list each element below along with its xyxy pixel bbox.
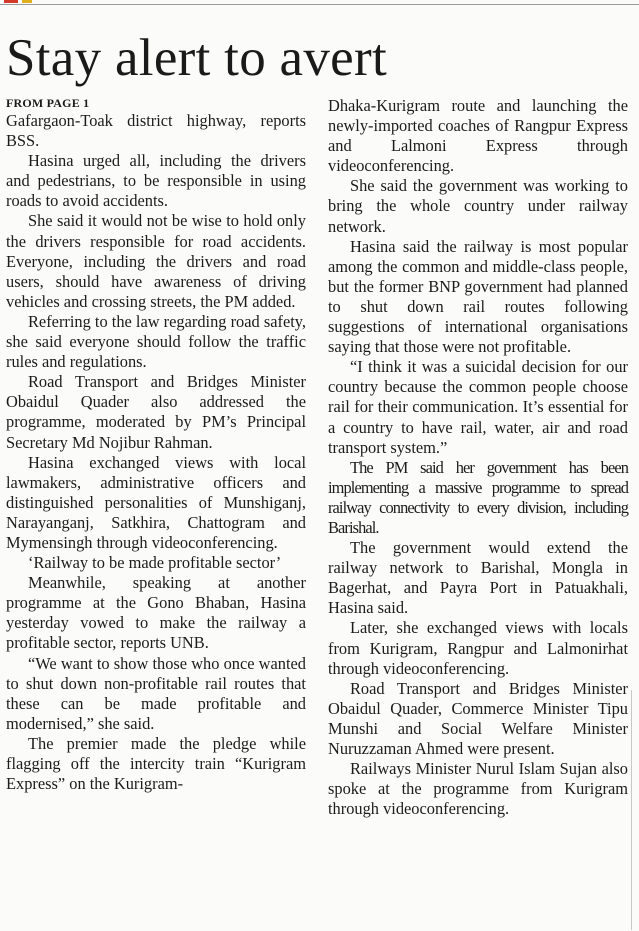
paragraph: She said it would not be wise to hold only the drivers responsible for road accidents. Everyone, including the drivers and road users, should have awareness of driving vehicles and crossing streets, the PM added. <box>6 211 306 311</box>
paragraph: Hasina urged all, including the drivers and pedestrians, to be responsible in using roads to avoid accidents. <box>6 151 306 211</box>
paragraph: Railways Minister Nurul Islam Sujan also spoke at the programme from Kurigram through videoconferencing. <box>328 759 628 819</box>
page-header-strip <box>0 0 639 6</box>
paragraph: Referring to the law regarding road safety, she said everyone should follow the traffic rules and regulations. <box>6 311 306 372</box>
paragraph: The PM said her government has been implementing a massive programme to spread railway connectivity to every division, including Barishal. <box>328 457 628 537</box>
paragraph: She said the government was working to bring the whole country under railway network. <box>328 176 628 236</box>
article-column-left <box>6 97 306 794</box>
paragraph: Gafargaon-Toak district highway, reports BSS. <box>6 111 306 151</box>
paragraph: Road Transport and Bridges Minister Obaidul Quader also addressed the programme, moderated by PM’s Principal Secretary Md Nojibur Rahman. <box>6 372 306 452</box>
paragraph: “I think it was a suicidal decision for our country because the common people choose rail for their communication. It’s essential for a country to have rail, water, air and road transport system.” <box>328 357 628 457</box>
header-color-mark-secondary <box>22 0 32 3</box>
subheading: ‘Railway to be made profitable sector’ <box>28 553 282 573</box>
article-headline: Stay alert to avert <box>6 29 387 87</box>
paragraph: Meanwhile, speaking at another programme at the Gono Bhaban, Hasina yesterday vowed to make the railway a profitable sector, reports UNB. <box>6 573 306 653</box>
paragraph: “We want to show those who once wanted to shut down non-profitable rail routes that these can be made profitable and modernised,” she said. <box>6 653 306 733</box>
paragraph: Dhaka-Kurigram route and launching the newly-imported coaches of Rangpur Express and Lalmoni Express through videoconferencing. <box>328 96 628 176</box>
header-color-mark <box>4 0 18 3</box>
paragraph: The government would extend the railway network to Barishal, Mongla in Bagerhat, and Payra Port in Patuakhali, Hasina said. <box>328 538 628 618</box>
paragraph: Later, she exchanged views with locals from Kurigram, Rangpur and Lalmonirhat through videoconferencing. <box>328 618 628 678</box>
paragraph: Road Transport and Bridges Minister Obaidul Quader, Commerce Minister Tipu Munshi and Social Welfare Minister Nuruzzaman Ahmed were present. <box>328 678 628 758</box>
paragraph: Hasina said the railway is most popular among the common and middle-class people, but the former BNP government had planned to shut down rail routes following suggestions of international organisations saying that those were not profitable. <box>328 236 628 357</box>
paragraph: The premier made the pledge while flagging off the intercity train “Kurigram Express” on the Kurigram- <box>6 733 306 794</box>
paragraph: Hasina exchanged views with local lawmakers, administrative officers and distinguished personalities of Munshiganj, Narayanganj, Satkhira, Chattogram and Mymensingh through videoconferencing. <box>6 452 306 552</box>
header-rule <box>0 4 639 5</box>
column-edge-rule <box>631 690 632 930</box>
continuation-label: FROM PAGE 1 <box>6 96 90 110</box>
article-column-right <box>328 96 628 819</box>
